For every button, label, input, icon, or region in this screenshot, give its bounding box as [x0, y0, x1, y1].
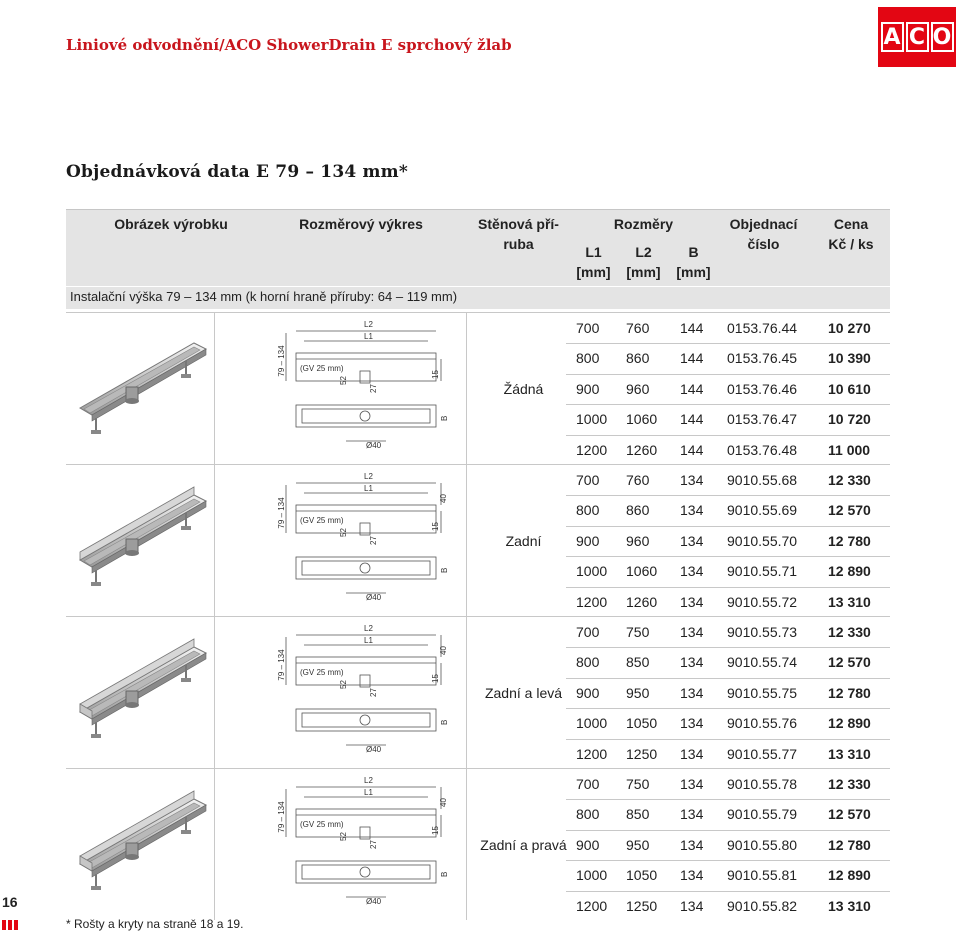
- column-divider: [214, 769, 215, 920]
- dim-l2: L2: [364, 624, 373, 633]
- dim-40: 40: [439, 494, 448, 503]
- cell-order: 9010.55.71: [727, 563, 798, 580]
- row-divider: [566, 404, 890, 405]
- drain-illustration: [66, 313, 216, 463]
- cell-order: 9010.55.76: [727, 715, 798, 732]
- cell-b: 134: [680, 472, 704, 488]
- row-divider: [566, 435, 890, 436]
- cell-price: 11 000: [828, 441, 871, 458]
- dim-27: 27: [369, 536, 378, 545]
- col-price-header: [811, 214, 891, 254]
- cell-price: 12 570: [828, 654, 871, 671]
- cell-price: 10 610: [828, 380, 871, 397]
- table-header: [66, 209, 890, 309]
- cell-l1: 800: [576, 502, 600, 519]
- column-divider: [466, 617, 467, 768]
- cell-price: 13 310: [828, 897, 871, 914]
- dim-outlet: Ø40: [366, 897, 382, 906]
- row-divider: [566, 678, 890, 679]
- page-number: 16: [2, 894, 18, 910]
- flange-type: Žádná: [503, 380, 544, 397]
- cell-b: 134: [680, 867, 704, 884]
- cell-l1: 1000: [576, 563, 608, 580]
- table-row: [566, 647, 890, 677]
- cell-l1: 700: [576, 624, 600, 640]
- cell-l1: 700: [576, 776, 600, 792]
- row-divider: [566, 556, 890, 557]
- cell-order: 9010.55.82: [727, 897, 798, 914]
- dim-27: 27: [369, 688, 378, 697]
- cell-order: 9010.55.74: [727, 654, 798, 671]
- cell-order: 9010.55.72: [727, 593, 798, 610]
- dim-height: 79 – 134: [277, 497, 286, 529]
- cell-price: 12 330: [828, 472, 871, 488]
- logo-letter-c: C: [906, 22, 929, 52]
- table-group: [66, 768, 890, 920]
- cell-l2: 750: [626, 624, 650, 640]
- cell-price: 12 330: [828, 776, 871, 792]
- dim-gv: (GV 25 mm): [300, 668, 344, 677]
- cell-l1: 900: [576, 684, 600, 701]
- cell-l2: 760: [626, 472, 650, 488]
- col-price-line1: Cena: [833, 216, 869, 232]
- cell-l2: 750: [626, 776, 650, 792]
- cell-b: 144: [680, 350, 704, 367]
- cell-l1: 800: [576, 806, 600, 823]
- col-b-header: [671, 242, 716, 282]
- row-divider: [566, 647, 890, 648]
- cell-b: 134: [680, 624, 704, 640]
- cell-b: 134: [680, 776, 704, 792]
- table-row: [566, 678, 890, 708]
- cell-l2: 1250: [626, 745, 658, 762]
- cell-b: 144: [680, 380, 704, 397]
- dim-outlet: Ø40: [366, 441, 382, 450]
- dim-52: 52: [339, 680, 348, 689]
- cell-l1: 1200: [576, 897, 608, 914]
- cell-order: 9010.55.81: [727, 867, 798, 884]
- dim-40: 40: [439, 798, 448, 807]
- cell-order: 0153.76.46: [727, 380, 798, 397]
- table-row: [566, 739, 890, 769]
- footnote: * Rošty a kryty na straně 18 a 19.: [66, 917, 244, 931]
- dimension-drawing: [276, 617, 451, 767]
- cell-l1: 1200: [576, 593, 608, 610]
- row-divider: [566, 495, 890, 496]
- col-b-unit: [mm]: [676, 264, 711, 280]
- cell-l1: 1000: [576, 411, 608, 428]
- cell-price: 12 890: [828, 715, 871, 732]
- dim-height: 79 – 134: [277, 801, 286, 833]
- row-divider: [566, 587, 890, 588]
- row-divider: [566, 739, 890, 740]
- cell-price: 12 890: [828, 867, 871, 884]
- cell-b: 134: [680, 684, 704, 701]
- table-row: [566, 465, 890, 495]
- drain-illustration: [66, 465, 216, 615]
- dim-height: 79 – 134: [277, 345, 286, 377]
- page-marker: [2, 920, 20, 930]
- table-row: [566, 617, 890, 647]
- cell-b: 134: [680, 563, 704, 580]
- cell-order: 9010.55.73: [727, 624, 798, 640]
- cell-b: 144: [680, 320, 704, 336]
- col-drawing-header: Rozměrový výkres: [299, 216, 423, 232]
- cell-price: 10 270: [828, 320, 871, 336]
- col-flange-header: [466, 214, 571, 254]
- cell-l1: 900: [576, 380, 600, 397]
- row-divider: [566, 799, 890, 800]
- dim-gv: (GV 25 mm): [300, 364, 344, 373]
- col-dims-header: Rozměry: [613, 216, 674, 232]
- cell-b: 134: [680, 745, 704, 762]
- table-row: [566, 799, 890, 829]
- cell-price: 12 780: [828, 836, 871, 853]
- install-height-note: Instalační výška 79 – 134 mm (k horní hraně příruby: 64 – 119 mm): [70, 289, 458, 304]
- table-group: [66, 312, 890, 464]
- row-divider: [566, 343, 890, 344]
- dim-l1: L1: [364, 788, 373, 797]
- cell-b: 134: [680, 897, 704, 914]
- col-l2-header: [621, 242, 666, 282]
- cell-b: 134: [680, 654, 704, 671]
- cell-order: 9010.55.75: [727, 684, 798, 701]
- page-header-title: Liniové odvodnění/ACO ShowerDrain E sprchový žlab: [66, 36, 512, 54]
- cell-l2: 1050: [626, 867, 658, 884]
- dim-15: 15: [431, 522, 440, 531]
- cell-b: 144: [680, 441, 704, 458]
- row-divider: [566, 708, 890, 709]
- col-order-line1: Objednací: [729, 216, 798, 232]
- dim-height: 79 – 134: [277, 649, 286, 681]
- dim-l1: L1: [364, 636, 373, 645]
- col-l2-unit: [mm]: [626, 264, 661, 280]
- table-row: [566, 860, 890, 890]
- cell-order: 9010.55.69: [727, 502, 798, 519]
- table-row: [566, 830, 890, 860]
- product-image: [66, 769, 216, 919]
- cell-b: 134: [680, 502, 704, 519]
- col-b-label: B: [688, 244, 699, 260]
- table-row: [566, 343, 890, 373]
- col-l1-header: [571, 242, 616, 282]
- table-row: [566, 556, 890, 586]
- column-divider: [214, 617, 215, 768]
- table-group: [66, 464, 890, 616]
- cell-price: 12 570: [828, 502, 871, 519]
- technical-drawing: [276, 769, 451, 919]
- cell-order: 9010.55.77: [727, 745, 798, 762]
- column-divider: [214, 313, 215, 464]
- cell-l2: 1260: [626, 593, 658, 610]
- cell-l1: 700: [576, 320, 600, 336]
- col-image-header: Obrázek výrobku: [114, 216, 228, 232]
- column-divider: [214, 465, 215, 616]
- cell-order: 0153.76.48: [727, 441, 798, 458]
- cell-order: 0153.76.45: [727, 350, 798, 367]
- dimension-drawing: [276, 313, 451, 463]
- cell-price: 13 310: [828, 593, 871, 610]
- cell-l2: 950: [626, 836, 650, 853]
- cell-l1: 700: [576, 472, 600, 488]
- technical-drawing: [276, 313, 451, 463]
- cell-l2: 850: [626, 806, 650, 823]
- col-l1-label: L1: [585, 244, 602, 260]
- dim-b: B: [440, 719, 449, 725]
- column-divider: [466, 465, 467, 616]
- table-group: [66, 616, 890, 768]
- cell-l2: 760: [626, 320, 650, 336]
- cell-l2: 1060: [626, 563, 658, 580]
- cell-order: 0153.76.47: [727, 411, 798, 428]
- table-row: [566, 891, 890, 921]
- cell-l1: 1000: [576, 867, 608, 884]
- row-divider: [566, 860, 890, 861]
- dim-b: B: [440, 415, 449, 421]
- cell-l2: 850: [626, 654, 650, 671]
- dim-15: 15: [431, 674, 440, 683]
- cell-price: 13 310: [828, 745, 871, 762]
- dim-b: B: [440, 871, 449, 877]
- cell-price: 10 720: [828, 411, 871, 428]
- cell-b: 134: [680, 593, 704, 610]
- table-row: [566, 374, 890, 404]
- dim-gv: (GV 25 mm): [300, 820, 344, 829]
- cell-order: 9010.55.68: [727, 472, 798, 488]
- column-divider: [466, 769, 467, 920]
- dim-l2: L2: [364, 472, 373, 481]
- cell-order: 9010.55.78: [727, 776, 798, 792]
- cell-b: 134: [680, 836, 704, 853]
- row-divider: [566, 526, 890, 527]
- dim-15: 15: [431, 370, 440, 379]
- dim-52: 52: [339, 528, 348, 537]
- header-divider: [66, 286, 890, 287]
- section-title: Objednávková data E 79 – 134 mm*: [66, 162, 408, 182]
- col-price-line2: Kč / ks: [828, 236, 874, 252]
- dim-l1: L1: [364, 484, 373, 493]
- cell-price: 12 890: [828, 563, 871, 580]
- product-image: [66, 465, 216, 615]
- dim-l2: L2: [364, 320, 373, 329]
- column-divider: [466, 313, 467, 464]
- flange-type: Zadní a levá: [484, 684, 563, 701]
- table-row: [566, 404, 890, 434]
- row-divider: [566, 374, 890, 375]
- technical-drawing: [276, 617, 451, 767]
- cell-l2: 1260: [626, 441, 658, 458]
- dim-27: 27: [369, 384, 378, 393]
- dim-15: 15: [431, 826, 440, 835]
- col-l2-label: L2: [635, 244, 652, 260]
- cell-b: 134: [680, 806, 704, 823]
- logo-letter-a: A: [881, 22, 904, 52]
- cell-l1: 900: [576, 532, 600, 549]
- cell-price: 12 780: [828, 532, 871, 549]
- table-row: [566, 526, 890, 556]
- cell-order: 9010.55.79: [727, 806, 798, 823]
- dim-outlet: Ø40: [366, 745, 382, 754]
- product-image: [66, 313, 216, 463]
- dim-52: 52: [339, 832, 348, 841]
- dim-l2: L2: [364, 776, 373, 785]
- cell-b: 134: [680, 532, 704, 549]
- cell-l1: 900: [576, 836, 600, 853]
- logo-letter-o: O: [931, 22, 954, 52]
- cell-l2: 1060: [626, 411, 658, 428]
- cell-l1: 1200: [576, 745, 608, 762]
- col-flange-line1: Stěnová pří-: [478, 216, 559, 232]
- cell-l2: 1050: [626, 715, 658, 732]
- dim-gv: (GV 25 mm): [300, 516, 344, 525]
- cell-l2: 1250: [626, 897, 658, 914]
- product-image: [66, 617, 216, 767]
- cell-l1: 1200: [576, 441, 608, 458]
- table-row: [566, 495, 890, 525]
- cell-l2: 960: [626, 380, 650, 397]
- cell-l1: 800: [576, 350, 600, 367]
- table-row: [566, 769, 890, 799]
- cell-l2: 860: [626, 350, 650, 367]
- aco-logo: [878, 7, 956, 67]
- order-table: [66, 209, 890, 916]
- cell-price: 12 570: [828, 806, 871, 823]
- dimension-drawing: [276, 465, 451, 615]
- col-flange-line2: ruba: [503, 236, 534, 252]
- cell-order: 9010.55.70: [727, 532, 798, 549]
- cell-b: 144: [680, 411, 704, 428]
- col-order-line2: číslo: [747, 236, 780, 252]
- dimension-drawing: [276, 769, 451, 919]
- table-row: [566, 708, 890, 738]
- cell-order: 9010.55.80: [727, 836, 798, 853]
- dim-52: 52: [339, 376, 348, 385]
- dim-outlet: Ø40: [366, 593, 382, 602]
- cell-price: 12 780: [828, 684, 871, 701]
- cell-l2: 950: [626, 684, 650, 701]
- cell-price: 10 390: [828, 350, 871, 367]
- cell-b: 134: [680, 715, 704, 732]
- flange-type: Zadní: [505, 532, 542, 549]
- cell-l1: 800: [576, 654, 600, 671]
- col-l1-unit: [mm]: [576, 264, 611, 280]
- table-row: [566, 587, 890, 617]
- cell-l2: 860: [626, 502, 650, 519]
- col-order-header: [716, 214, 811, 254]
- dim-40: 40: [439, 646, 448, 655]
- cell-l2: 960: [626, 532, 650, 549]
- dim-l1: L1: [364, 332, 373, 341]
- row-divider: [566, 830, 890, 831]
- drain-illustration: [66, 617, 216, 767]
- cell-price: 12 330: [828, 624, 871, 640]
- table-row: [566, 435, 890, 465]
- cell-order: 0153.76.44: [727, 320, 798, 336]
- cell-l1: 1000: [576, 715, 608, 732]
- technical-drawing: [276, 465, 451, 615]
- drain-illustration: [66, 769, 216, 919]
- flange-type: Zadní a pravá: [480, 836, 567, 853]
- dim-27: 27: [369, 840, 378, 849]
- row-divider: [566, 891, 890, 892]
- table-row: [566, 313, 890, 343]
- dim-b: B: [440, 567, 449, 573]
